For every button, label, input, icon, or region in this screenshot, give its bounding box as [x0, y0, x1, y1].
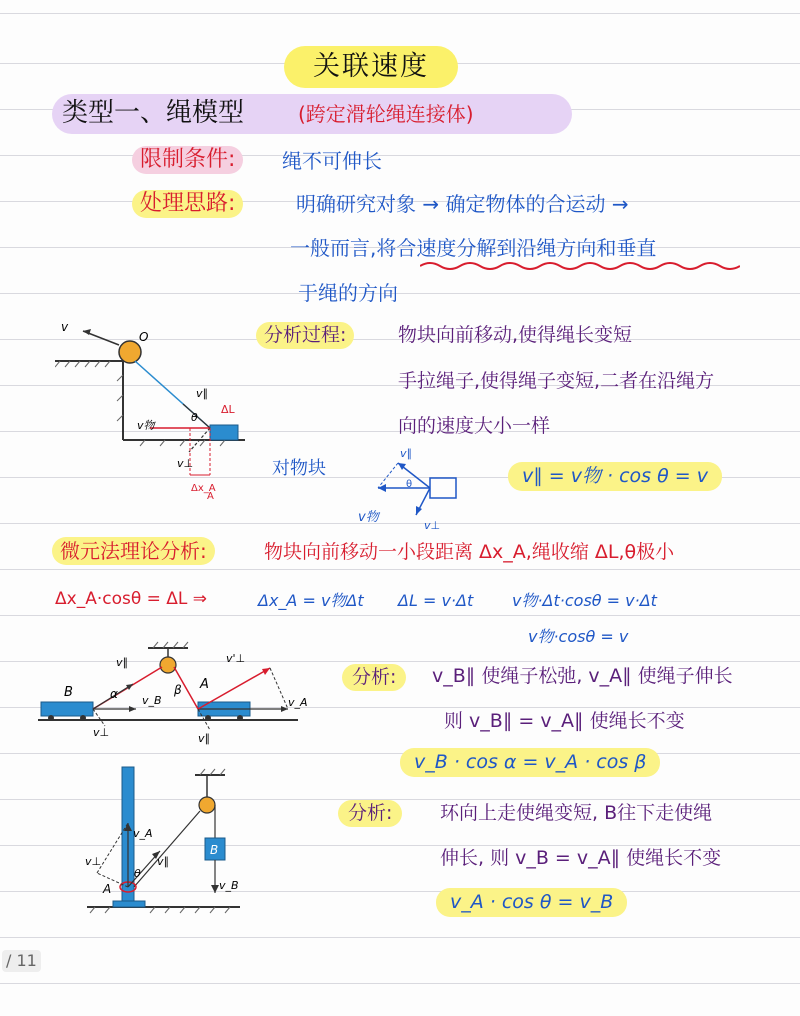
- diagram3-vpara: v∥: [198, 732, 211, 745]
- analysis1-label: 分析过程:: [256, 322, 354, 349]
- diagram2-theta: θ: [406, 479, 413, 490]
- micro-eq5: v物·cosθ = v: [528, 627, 629, 646]
- diagram-rope-block: [55, 315, 255, 500]
- diagram4-b: B: [210, 843, 219, 857]
- analysis1-line1: 物块向前移动,使得绳长变短: [398, 324, 633, 346]
- micro-eq4: v物·Δt·cosθ = v·Δt: [512, 591, 657, 610]
- diagram1-vpar: v∥: [196, 387, 209, 400]
- wavy-underline: [420, 258, 740, 274]
- diagram-ring-pole: [85, 765, 245, 917]
- diagram2-vobj: v物: [358, 510, 379, 525]
- analysis2-label: 分析:: [342, 664, 406, 691]
- analysis3-line1: 环向上走使绳变短, B往下走使绳: [440, 802, 713, 824]
- diagram4-vb: v_B: [219, 879, 239, 892]
- diagram1-dx: Δx_A: [191, 483, 216, 494]
- micro-label: 微元法理论分析:: [52, 537, 215, 565]
- page-title: 关联速度: [284, 46, 458, 88]
- diagram1-vperp: v⊥: [177, 457, 194, 470]
- diagram3-vb: v_B: [142, 694, 162, 707]
- page-number: / 11: [2, 950, 41, 972]
- diagram4-a: A: [103, 882, 112, 896]
- analysis2-line1: v_B∥ 使绳子松弛, v_A∥ 使绳子伸长: [432, 665, 733, 687]
- diagram4-va: v_A: [133, 827, 153, 840]
- diagram4-theta: θ: [134, 867, 141, 880]
- approach-line1: 明确研究对象 → 确定物体的合运动 →: [296, 192, 629, 216]
- diagram3-beta: β: [174, 683, 182, 697]
- diagram1-a: A: [207, 491, 214, 500]
- diagram1-v: v: [61, 320, 69, 334]
- analysis2-formula: v_B · cos α = v_A · cos β: [400, 748, 660, 777]
- analysis3-label: 分析:: [338, 800, 402, 827]
- analysis1-line3: 向的速度大小一样: [398, 415, 551, 437]
- micro-eq3: ΔL = v·Δt: [398, 591, 474, 610]
- diagram1-vobj: v物: [137, 419, 155, 432]
- micro-text: 物块向前移动一小段距离 Δx_A,绳收缩 ΔL,θ极小: [264, 541, 675, 563]
- type1-subtitle: (跨定滑轮绳连接体): [298, 102, 474, 126]
- diagram3-va: v_A: [288, 696, 308, 709]
- diagram3-alpha: α: [110, 687, 118, 701]
- diagram2-vpar: v∥: [400, 447, 413, 460]
- type1-heading: 类型一、绳模型: [62, 98, 245, 128]
- diagram4-vpar: v∥: [157, 855, 170, 868]
- micro-eq1: Δx_A·cosθ = ΔL ⇒: [55, 589, 208, 609]
- diagram2-vperp: v⊥: [424, 519, 441, 532]
- diagram-two-carts: [38, 640, 313, 750]
- analysis2-line2: 则 v_B∥ = v_A∥ 使绳长不变: [444, 710, 685, 732]
- diagram1-dl: ΔL: [221, 403, 235, 416]
- analysis3-line2: 伸长, 则 v_B = v_A∥ 使绳长不变: [440, 847, 722, 869]
- approach-label: 处理思路:: [132, 190, 243, 218]
- diagram4-vperp: v⊥: [85, 855, 102, 868]
- diagram-block-vectors: [350, 443, 465, 533]
- constraint-label: 限制条件:: [132, 146, 243, 174]
- constraint-text: 绳不可伸长: [282, 149, 382, 173]
- diagram1-theta: θ: [191, 411, 198, 424]
- micro-eq2: Δx_A = v物Δt: [258, 591, 364, 610]
- approach-line2: 一般而言,将合速度分解到沿绳方向和垂直: [290, 236, 657, 260]
- diagram3-vperpb: v⊥: [93, 726, 110, 739]
- formula1: v∥ = v物 · cos θ = v: [508, 462, 722, 491]
- diagram3-a: A: [200, 677, 209, 692]
- analysis1-line2: 手拉绳子,使得绳子变短,二者在沿绳方: [398, 370, 715, 392]
- diagram3-b: B: [64, 685, 73, 700]
- block-label: 对物块: [272, 458, 326, 479]
- diagram3-vperpa: v'⊥: [226, 652, 246, 665]
- analysis3-formula: v_A · cos θ = v_B: [436, 888, 627, 917]
- diagram1-o: O: [139, 330, 149, 344]
- diagram3-vparb: v∥: [116, 656, 129, 669]
- approach-line3: 于绳的方向: [298, 281, 398, 305]
